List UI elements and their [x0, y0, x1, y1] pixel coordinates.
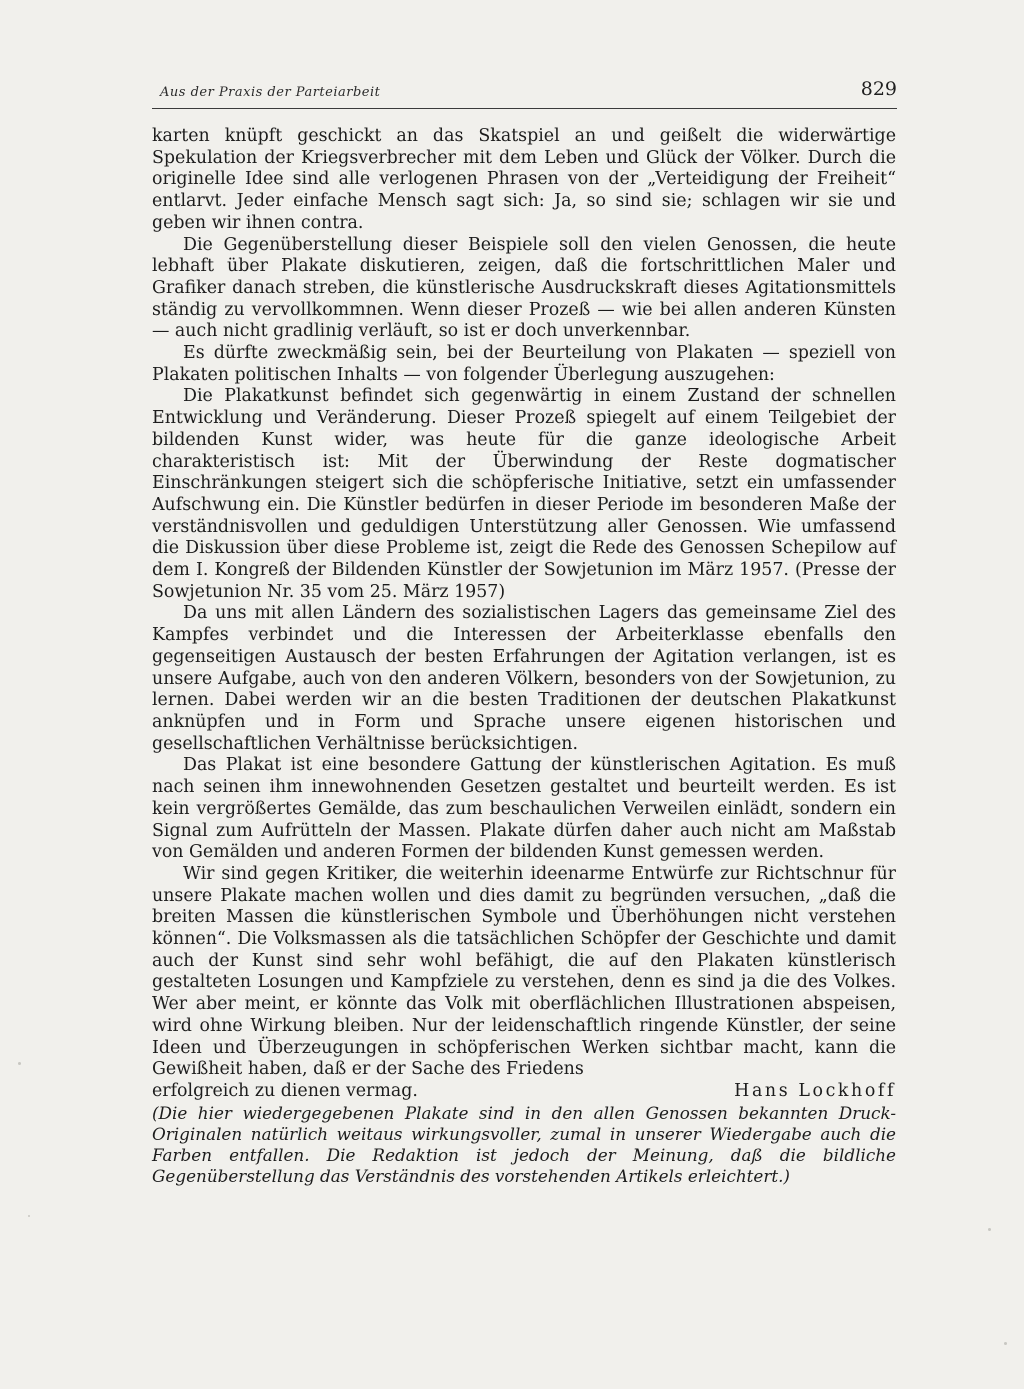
article-body	[152, 126, 896, 1187]
running-title: Aus der Praxis der Parteiarbeit	[160, 85, 381, 100]
paragraph-4: Die Plakatkunst befindet sich gegenwärtig in einem Zustand der schnellen Entwicklung und Veränderung. Dieser Prozeß spiegelt auf einem Teilgebiet der bildenden Kunst wider, was heute für die ganze ideologische Arbeit charakteristisch ist: Mit der Überwindung der Reste dogmatischer Einschränkungen steigert sich die schöpferische Initiative, setzt ein umfassender Aufschwung ein. Die Künstler bedürfen in dieser Periode im besonderen Maße der verständnisvollen und geduldigen Unterstützung aller Genossen. Wie umfassend die Diskussion über diese Probleme ist, zeigt die Rede des Genossen Schepilow auf dem I. Kongreß der Bildenden Künstler der Sowjetunion im März 1957. (Presse der Sowjetunion Nr. 35 vom 25. März 1957)	[152, 386, 896, 602]
closing-text: erfolgreich zu dienen vermag.	[152, 1080, 418, 1101]
scan-speck	[988, 1228, 991, 1231]
paragraph-7: Wir sind gegen Kritiker, die weiterhin ideenarme Entwürfe zur Richtschnur für unsere Plakate machen wollen und dies damit zu begründen versuchen, „daß die breiten Massen die künstlerischen Symbole und Überhöhungen nicht verstehen können“. Die Volksmassen als die tatsächlichen Schöpfer der Geschichte und damit auch der Kunst sind sehr wohl befähigt, die auf den Plakaten künstlerisch gestalteten Losungen und Kampfziele zu verstehen, denn es sind ja die des Volkes. Wer aber meint, er könnte das Volk mit oberflächlichen Illustrationen abspeisen, wird ohne Wirkung bleiben. Nur der leidenschaftlich ringende Künstler, der seine Ideen und Überzeugungen in schöpferischen Werken sichtbar macht, kann die Gewißheit haben, daß er der Sache des Friedens	[152, 863, 896, 1080]
closing-line	[152, 1081, 896, 1103]
author-signature: Hans Lockhoff	[734, 1080, 896, 1101]
header-rule	[152, 108, 897, 109]
scan-speck	[28, 1215, 30, 1217]
paragraph-2: Die Gegenüberstellung dieser Beispiele soll den vielen Genossen, die heute lebhaft über Plakate diskutieren, zeigen, daß die fortschrittlichen Maler und Grafiker danach streben, die künstlerische Ausdruckskraft dieses Agitationsmittels ständig zu vervollkommnen. Wenn dieser Prozeß — wie bei allen anderen Künsten — auch nicht gradlinig verläuft, so ist er doch unverkennbar.	[152, 234, 896, 342]
editor-note: (Die hier wiedergegebenen Plakate sind in den allen Genossen bekannten Druck-Originalen natürlich weitaus wirkungsvoller, zumal in unserer Wiedergabe auch die Farben entfallen. Die Redaktion ist jedoch der Meinung, daß die bildliche Gegenüberstellung das Verständnis des vorstehenden Artikels erleichtert.)	[152, 1102, 896, 1186]
paragraph-3: Es dürfte zweckmäßig sein, bei der Beurteilung von Plakaten — speziell von Plakaten politischen Inhalts — von folgender Überlegung auszugehen:	[152, 343, 896, 385]
paragraph-1: karten knüpft geschickt an das Skatspiel an und geißelt die widerwärtige Spekulation der Kriegsverbrecher mit dem Leben und Glück der Völker. Durch die originelle Idee sind alle verlogenen Phrasen von der „Verteidigung der Freiheit“ entlarvt. Jeder einfache Mensch sagt sich: Ja, so sind sie; schlagen wir sie und geben wir ihnen contra.	[152, 126, 896, 233]
scan-speck	[18, 1062, 21, 1065]
page-number: 829	[860, 78, 897, 100]
paragraph-5: Da uns mit allen Ländern des sozialistischen Lagers das gemeinsame Ziel des Kampfes verbindet und die Interessen der Arbeiterklasse ebenfalls den gegenseitigen Austausch der besten Erfahrungen der Agitation verlangen, ist es unsere Aufgabe, auch von den anderen Völkern, besonders von der Sowjetunion, zu lernen. Dabei werden wir an die besten Traditionen der deutschen Plakatkunst anknüpfen und in Form und Sprache unsere eigenen historischen und gesellschaftlichen Verhältnisse berücksichtigen.	[152, 603, 896, 754]
page-header	[152, 78, 897, 108]
scan-speck	[1004, 1342, 1007, 1345]
paragraph-6: Das Plakat ist eine besondere Gattung der künstlerischen Agitation. Es muß nach seinen ihm innewohnenden Gesetzen gestaltet und beurteilt werden. Es ist kein vergrößertes Gemälde, das zum beschaulichen Verweilen einlädt, sondern ein Signal zum Aufrütteln der Massen. Plakate dürfen daher auch nicht am Maßstab von Gemälden und anderen Formen der bildenden Kunst gemessen werden.	[152, 755, 896, 863]
